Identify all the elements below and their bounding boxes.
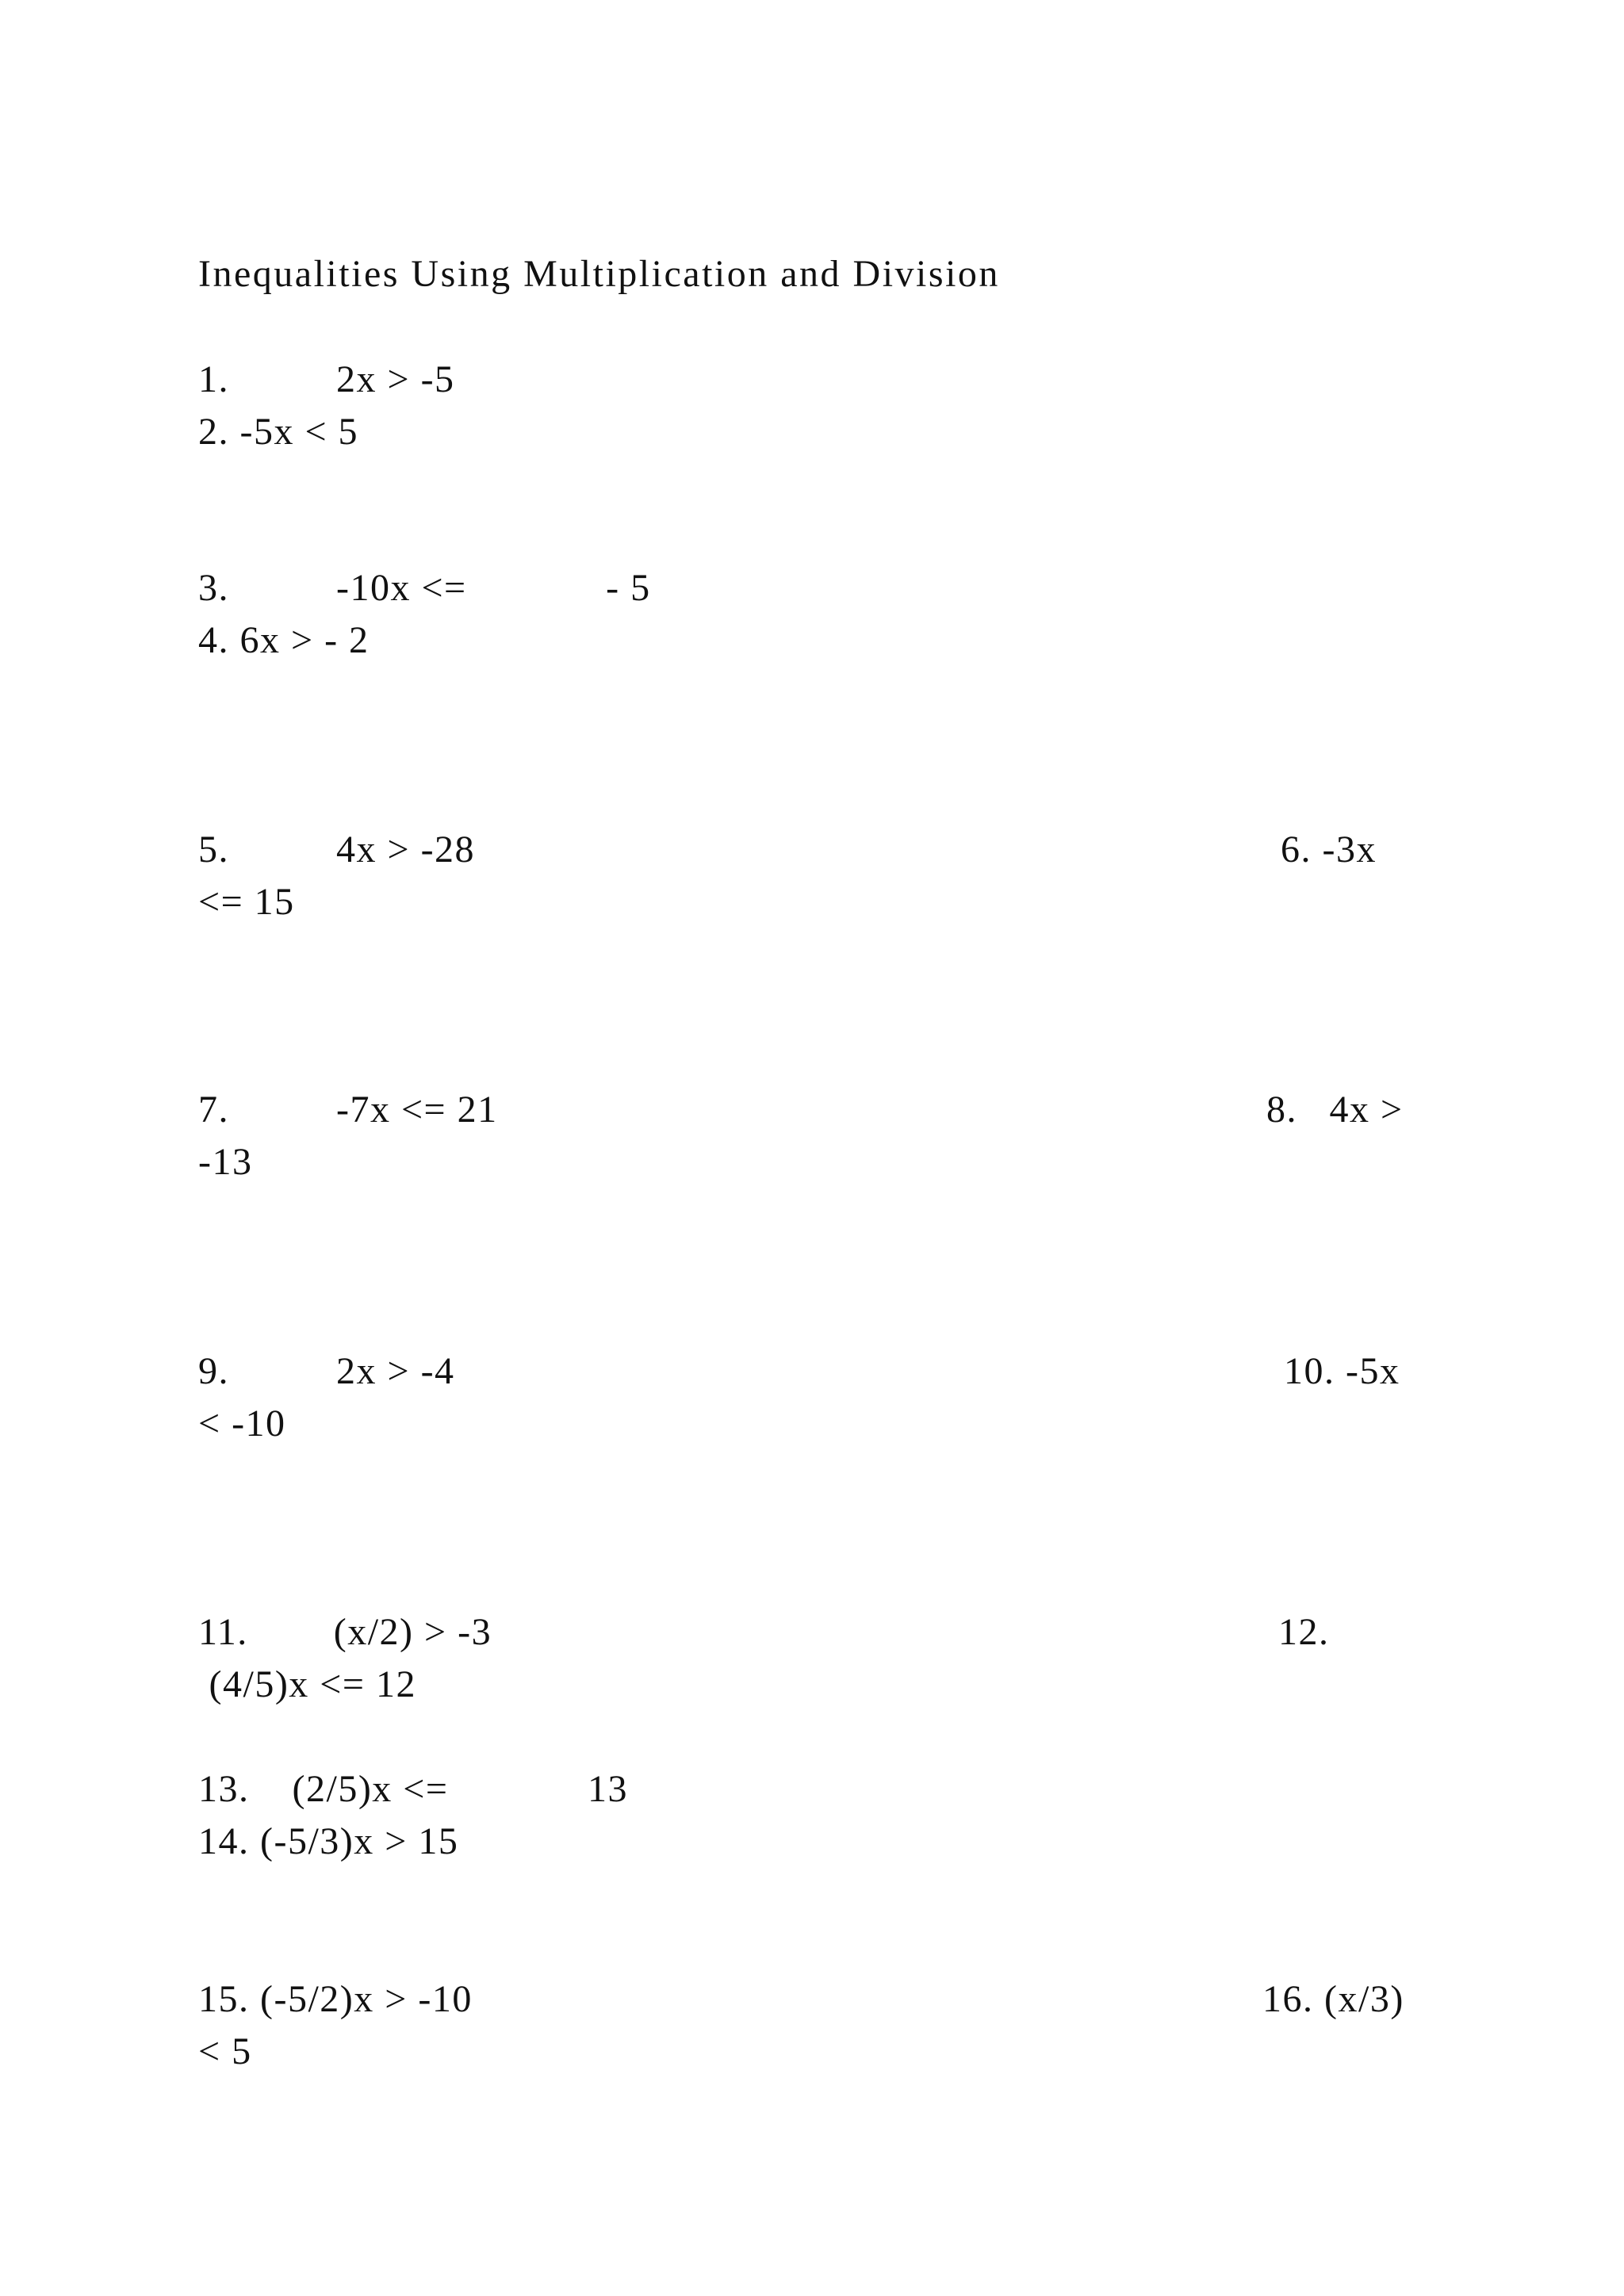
problem-12: 12. (1278, 1611, 1330, 1653)
problem-8: 8. 4x > (1266, 1089, 1404, 1131)
problem-16: 16. (x/3) (1262, 1978, 1404, 2020)
problem-5: 5. 4x > -28 (198, 828, 476, 871)
problem-15: 15. (-5/2)x > -10 (198, 1978, 473, 2020)
problem-11: 11. (x/2) > -3 (198, 1611, 492, 1653)
problem-10: 10. -5x (1284, 1350, 1400, 1392)
problem-6: 6. -3x (1281, 828, 1377, 871)
problem-14: 14. (-5/3)x > 15 (198, 1820, 459, 1862)
problem-6-continued: <= 15 (198, 881, 295, 923)
problem-1: 1. 2x > -5 (198, 358, 455, 400)
problem-9: 9. 2x > -4 (198, 1350, 455, 1392)
problem-3: 3. -10x <= - 5 (198, 567, 651, 609)
worksheet-title: Inequalities Using Multiplication and Division (198, 253, 1000, 295)
problem-12-continued: (4/5)x <= 12 (198, 1663, 416, 1705)
problem-2: 2. -5x < 5 (198, 411, 359, 453)
problem-16-continued: < 5 (198, 2030, 252, 2072)
problem-10-continued: < -10 (198, 1402, 286, 1445)
problem-13: 13. (2/5)x <= 13 (198, 1768, 628, 1810)
problem-4: 4. 6x > - 2 (198, 619, 370, 661)
problem-8-continued: -13 (198, 1141, 253, 1183)
problem-7: 7. -7x <= 21 (198, 1089, 498, 1131)
